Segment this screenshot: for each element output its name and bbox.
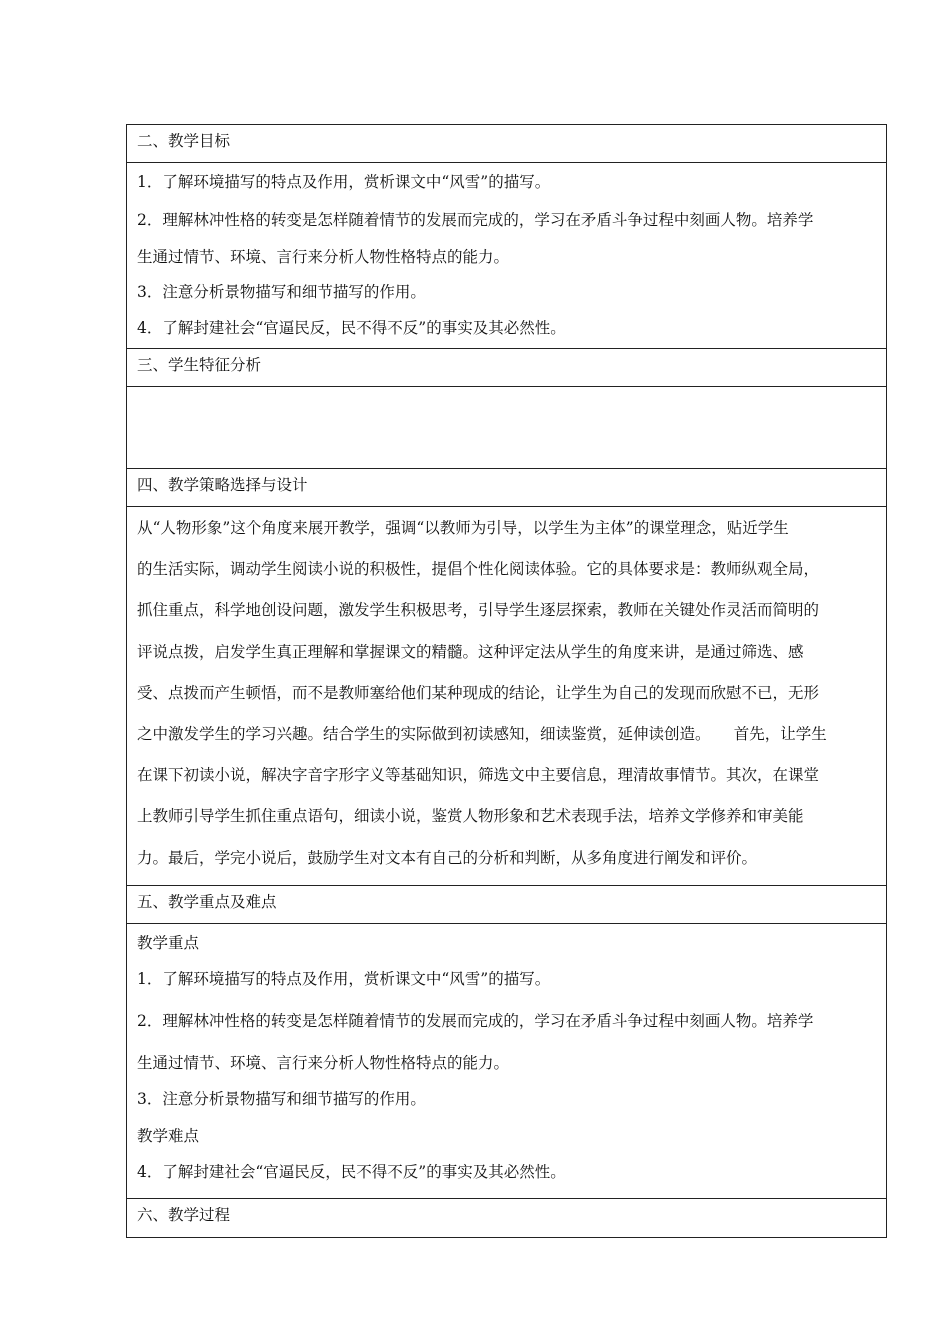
section-title: 二、教学目标 [137,132,231,150]
strategy-line: 评说点拨，启发学生真正理解和掌握课文的精髓。这种评定法从学生的角度来讲，是通过筛选、感 [137,642,804,661]
strategy-line: 抓住重点，科学地创设问题，激发学生积极思考，引导学生逐层探索，教师在关键处作灵活而简明的 [137,601,820,620]
section-heading-process [127,1199,886,1237]
strategy-line: 之中激发学生的学习兴趣。结合学生的实际做到初读感知，细读鉴赏，延伸读创造。 首先，让学生 [137,725,827,744]
section-title: 四、教学策略选择与设计 [137,476,308,494]
key-points-content [127,925,886,1199]
section-title: 五、教学重点及难点 [137,892,277,911]
key-points-line: 2．理解林冲性格的转变是怎样随着情节的发展而完成的，学习在矛盾斗争过程中刻画人物。培养学 [137,1011,814,1030]
key-points-line: 教学难点 [137,1126,200,1145]
section-title: 六、教学过程 [137,1205,231,1224]
student-analysis-content [127,387,886,469]
objective-item: 4．了解封建社会“官逼民反，民不得不反”的事实及其必然性。 [137,319,566,337]
strategy-line: 从“人物形象”这个角度来展开教学，强调“以教师为引导，以学生为主体”的课堂理念，贴近学生 [137,519,789,537]
objective-item: 2．理解林冲性格的转变是怎样随着情节的发展而完成的，学习在矛盾斗争过程中刻画人物。培养学 [137,211,814,229]
strategy-line: 受、点拨而产生顿悟，而不是教师塞给他们某种现成的结论，让学生为自己的发现而欣慰不已，无形 [137,683,820,702]
section-heading-objectives [127,125,886,163]
objective-item: 1．了解环境描写的特点及作用，赏析课文中“风雪”的描写。 [137,173,551,191]
objectives-content [127,163,886,349]
strategy-line: 上教师引导学生抓住重点语句，细读小说，鉴赏人物形象和艺术表现手法，培养文学修养和审美能 [137,807,804,826]
objective-item: 生通过情节、环境、言行来分析人物性格特点的能力。 [137,248,510,266]
strategy-line: 在课下初读小说，解决字音字形字义等基础知识，筛选文中主要信息，理清故事情节。其次，在课堂 [137,766,820,785]
strategy-line: 的生活实际，调动学生阅读小说的积极性，提倡个性化阅读体验。它的具体要求是：教师纵观全局， [137,560,820,579]
section-heading-key-points [127,886,886,924]
key-points-line: 4．了解封建社会“官逼民反，民不得不反”的事实及其必然性。 [137,1162,566,1181]
key-points-line: 教学重点 [137,933,200,952]
section-heading-student-analysis [127,349,886,387]
objective-item: 3．注意分析景物描写和细节描写的作用。 [137,283,426,301]
section-heading-strategy [127,469,886,507]
section-title: 三、学生特征分析 [137,356,262,374]
key-points-line: 生通过情节、环境、言行来分析人物性格特点的能力。 [137,1053,510,1072]
strategy-line: 力。最后，学完小说后，鼓励学生对文本有自己的分析和判断，从多角度进行阐发和评价。 [137,848,758,867]
strategy-content [127,507,886,886]
key-points-line: 1．了解环境描写的特点及作用，赏析课文中“风雪”的描写。 [137,969,551,988]
lesson-plan-table [126,124,887,1238]
key-points-line: 3．注意分析景物描写和细节描写的作用。 [137,1089,426,1108]
